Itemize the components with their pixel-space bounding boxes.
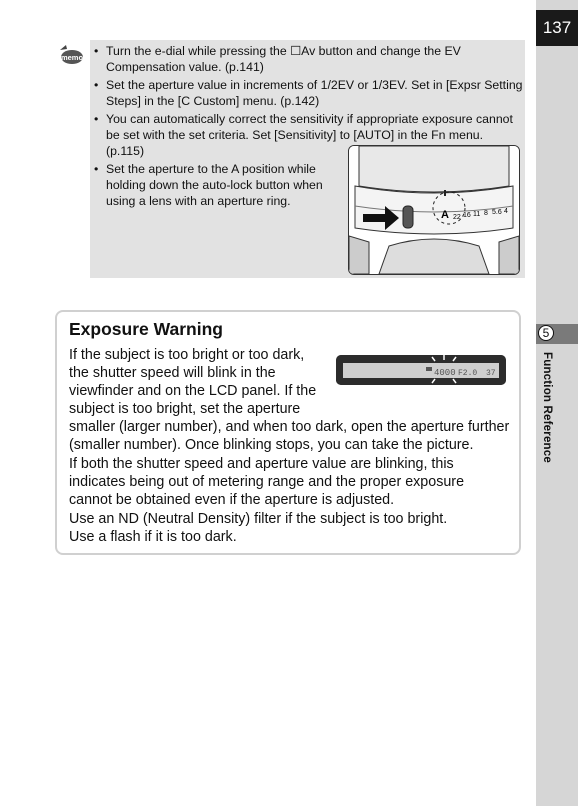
warning-text-line: smaller (larger number), and when too dark, open the aperture further (69, 419, 510, 435)
warning-text-line: viewfinder and on the LCD panel. If the (69, 383, 317, 399)
warning-text-line: the shutter speed will blink in the (69, 365, 276, 381)
warning-text-line: subject is too bright, set the aperture (69, 401, 301, 417)
warning-text-line: Use a flash if it is too dark. (69, 529, 237, 545)
memo-icon (58, 44, 84, 66)
warning-text-line: (smaller number). Once blinking stops, you can take the picture. (69, 437, 474, 453)
page-number: 137 (536, 10, 578, 46)
ring-letter: A (441, 209, 449, 221)
chapter-title: Function Reference (541, 352, 553, 463)
lens-aperture-ring-illustration (348, 145, 520, 275)
memo-item: • You can automatically correct the sensitivity if appropriate exposure cannot be set with the set criteria. Set [Sensitivity] to [AUTO] in the Fn menu. (p.115) (94, 111, 524, 159)
warning-text-line: cannot be obtained even if the aperture is adjusted. (69, 492, 395, 508)
warning-text-line: indicates being out of metering range and the proper exposure (69, 474, 465, 490)
exposure-warning-title: Exposure Warning (69, 319, 223, 339)
memo-item: • Turn the e-dial while pressing the ☐Av button and change the EV Compensation value. (p.141) (94, 43, 524, 75)
lcd-aperture: F2.0 (458, 369, 478, 378)
memo-item: • Set the aperture value in increments of 1/2EV or 1/3EV. Set in [Expsr Setting Steps] in the [C Custom] menu. (p.142) (94, 77, 524, 109)
ring-number: 4 (504, 208, 508, 215)
lcd-frame-count: 37 (486, 369, 496, 378)
warning-text-line: If both the shutter speed and aperture value are blinking, this (69, 456, 454, 472)
memo-item: • Set the aperture to the A position while holding down the auto-lock button when using a lens with an aperture ring. (94, 161, 332, 209)
warning-text-line: Use an ND (Neutral Density) filter if the subject is too bright. (69, 511, 448, 527)
lcd-shutter-speed: 4000 (434, 368, 456, 378)
ring-number: 5.6 (492, 209, 502, 216)
chapter-number: 5 (538, 325, 554, 341)
warning-text-line: If the subject is too bright or too dark, (69, 347, 305, 363)
ring-number: 16 (463, 212, 471, 219)
ring-number: 8 (484, 210, 488, 217)
ring-number: 11 (473, 211, 481, 218)
memo-icon-label: memo (60, 53, 84, 62)
ring-number: 22 (453, 214, 461, 221)
lcd-panel-illustration (336, 355, 506, 385)
